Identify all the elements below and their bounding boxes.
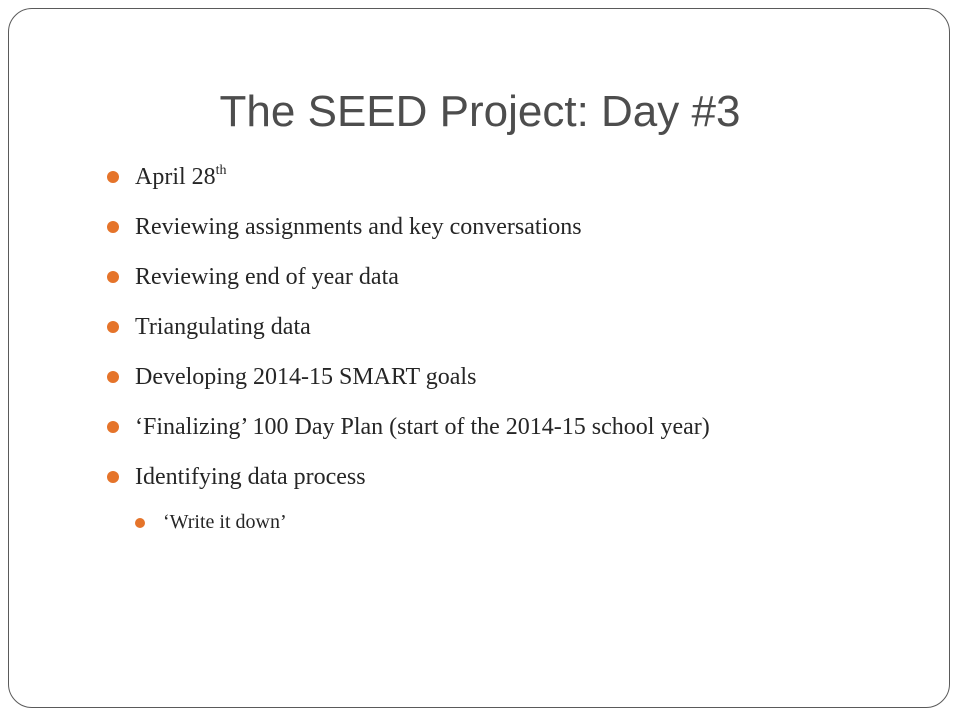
sub-bullet-item: [135, 502, 710, 542]
bullet-dot-icon: [107, 371, 119, 383]
bullet-dot-icon: [107, 471, 119, 483]
bullet-list: [107, 152, 710, 542]
bullet-item: [107, 352, 710, 402]
bullet-text: ‘Finalizing’ 100 Day Plan (start of the 2014-15 school year): [135, 414, 710, 440]
bullet-dot-icon: [107, 271, 119, 283]
bullet-item: [107, 402, 710, 452]
bullet-dot-icon: [107, 221, 119, 233]
bullet-superscript: th: [215, 163, 227, 178]
bullet-item: [107, 452, 710, 502]
bullet-dot-icon: [107, 421, 119, 433]
slide-title: The SEED Project: Day #3: [219, 87, 741, 136]
bullet-dot-icon: [107, 321, 119, 333]
bullet-text: Reviewing assignments and key conversations: [135, 214, 582, 240]
bullet-text: April 28: [135, 164, 216, 190]
sub-bullet-text: ‘Write it down’: [163, 511, 287, 533]
bullet-text: Identifying data process: [135, 464, 366, 490]
bullet-dot-icon: [135, 518, 145, 528]
bullet-dot-icon: [107, 171, 119, 183]
bullet-text: Reviewing end of year data: [135, 264, 399, 290]
bullet-text: Developing 2014-15 SMART goals: [135, 364, 477, 390]
bullet-item: [107, 252, 710, 302]
bullet-item: [107, 202, 710, 252]
bullet-item: [107, 302, 710, 352]
bullet-text: Triangulating data: [135, 314, 311, 340]
bullet-item-date: [107, 152, 710, 202]
